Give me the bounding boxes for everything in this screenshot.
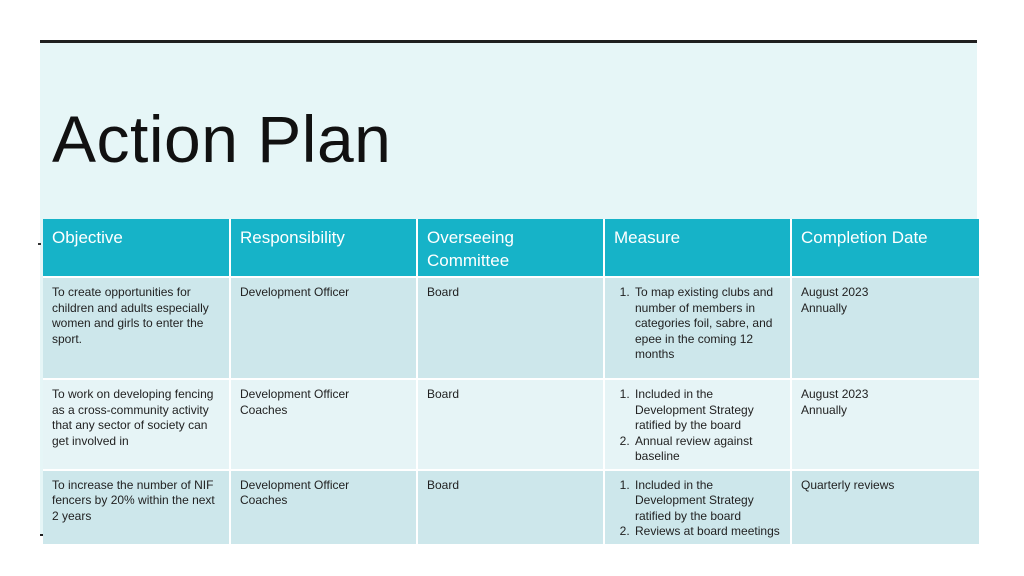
- responsibility-cell: [230, 470, 417, 544]
- measure-item: 1. Included in the Development Strategy ratified by the board: [633, 387, 782, 434]
- responsibility-item: Development Officer: [240, 285, 350, 299]
- measure-list: [614, 478, 782, 540]
- objective-cell: To increase the number of NIF fencers by 20% within the next 2 years: [43, 470, 230, 544]
- completion-item: August 2023: [801, 387, 869, 401]
- measure-cell: [604, 470, 791, 544]
- completion-cell: [791, 470, 980, 544]
- objective-cell: To create opportunities for children and adults especially women and girls to enter the sport.: [43, 277, 230, 379]
- completion-cell: [791, 379, 980, 470]
- committee-cell: Board: [417, 379, 604, 470]
- completion-item: Annually: [801, 300, 848, 315]
- divider-mark: [38, 243, 41, 245]
- measure-cell: [604, 277, 791, 379]
- responsibility-item: Coaches: [240, 493, 288, 507]
- measure-list: [614, 387, 782, 465]
- responsibility-item: Development Officer: [240, 387, 350, 401]
- action-plan-table: [43, 219, 981, 544]
- table-row: [43, 470, 980, 544]
- header-responsibility: Responsibility: [230, 219, 417, 277]
- responsibility-item: Development Officer: [240, 477, 350, 492]
- measure-item: 2. Annual review against baseline: [633, 434, 782, 465]
- responsibility-cell: [230, 379, 417, 470]
- responsibility-item: Coaches: [240, 402, 288, 417]
- committee-cell: Board: [417, 277, 604, 379]
- table-row: [43, 277, 980, 379]
- table-row: [43, 379, 980, 470]
- measure-item: 1. Included in the Development Strategy ratified by the board: [633, 478, 782, 525]
- objective-cell: To work on developing fencing as a cross-community activity that any sector of society can get involved in: [43, 379, 230, 470]
- committee-cell: Board: [417, 470, 604, 544]
- table-header-row: [43, 219, 980, 277]
- completion-cell: [791, 277, 980, 379]
- responsibility-cell: [230, 277, 417, 379]
- measure-item: 1. To map existing clubs and number of members in categories foil, sabre, and epee in the coming 12 months: [633, 285, 782, 363]
- header-measure: Measure: [604, 219, 791, 277]
- header-completion-date: Completion Date: [791, 219, 980, 277]
- page-title: Action Plan: [52, 102, 392, 176]
- header-overseeing-committee: Overseeing Committee: [417, 219, 604, 277]
- measure-list: [614, 285, 782, 363]
- measure-item: 2. Reviews at board meetings: [633, 524, 782, 540]
- completion-item: Annually: [801, 402, 848, 417]
- completion-item: August 2023: [801, 285, 869, 299]
- completion-item: Quarterly reviews: [801, 477, 895, 492]
- measure-cell: [604, 379, 791, 470]
- header-objective: Objective: [43, 219, 230, 277]
